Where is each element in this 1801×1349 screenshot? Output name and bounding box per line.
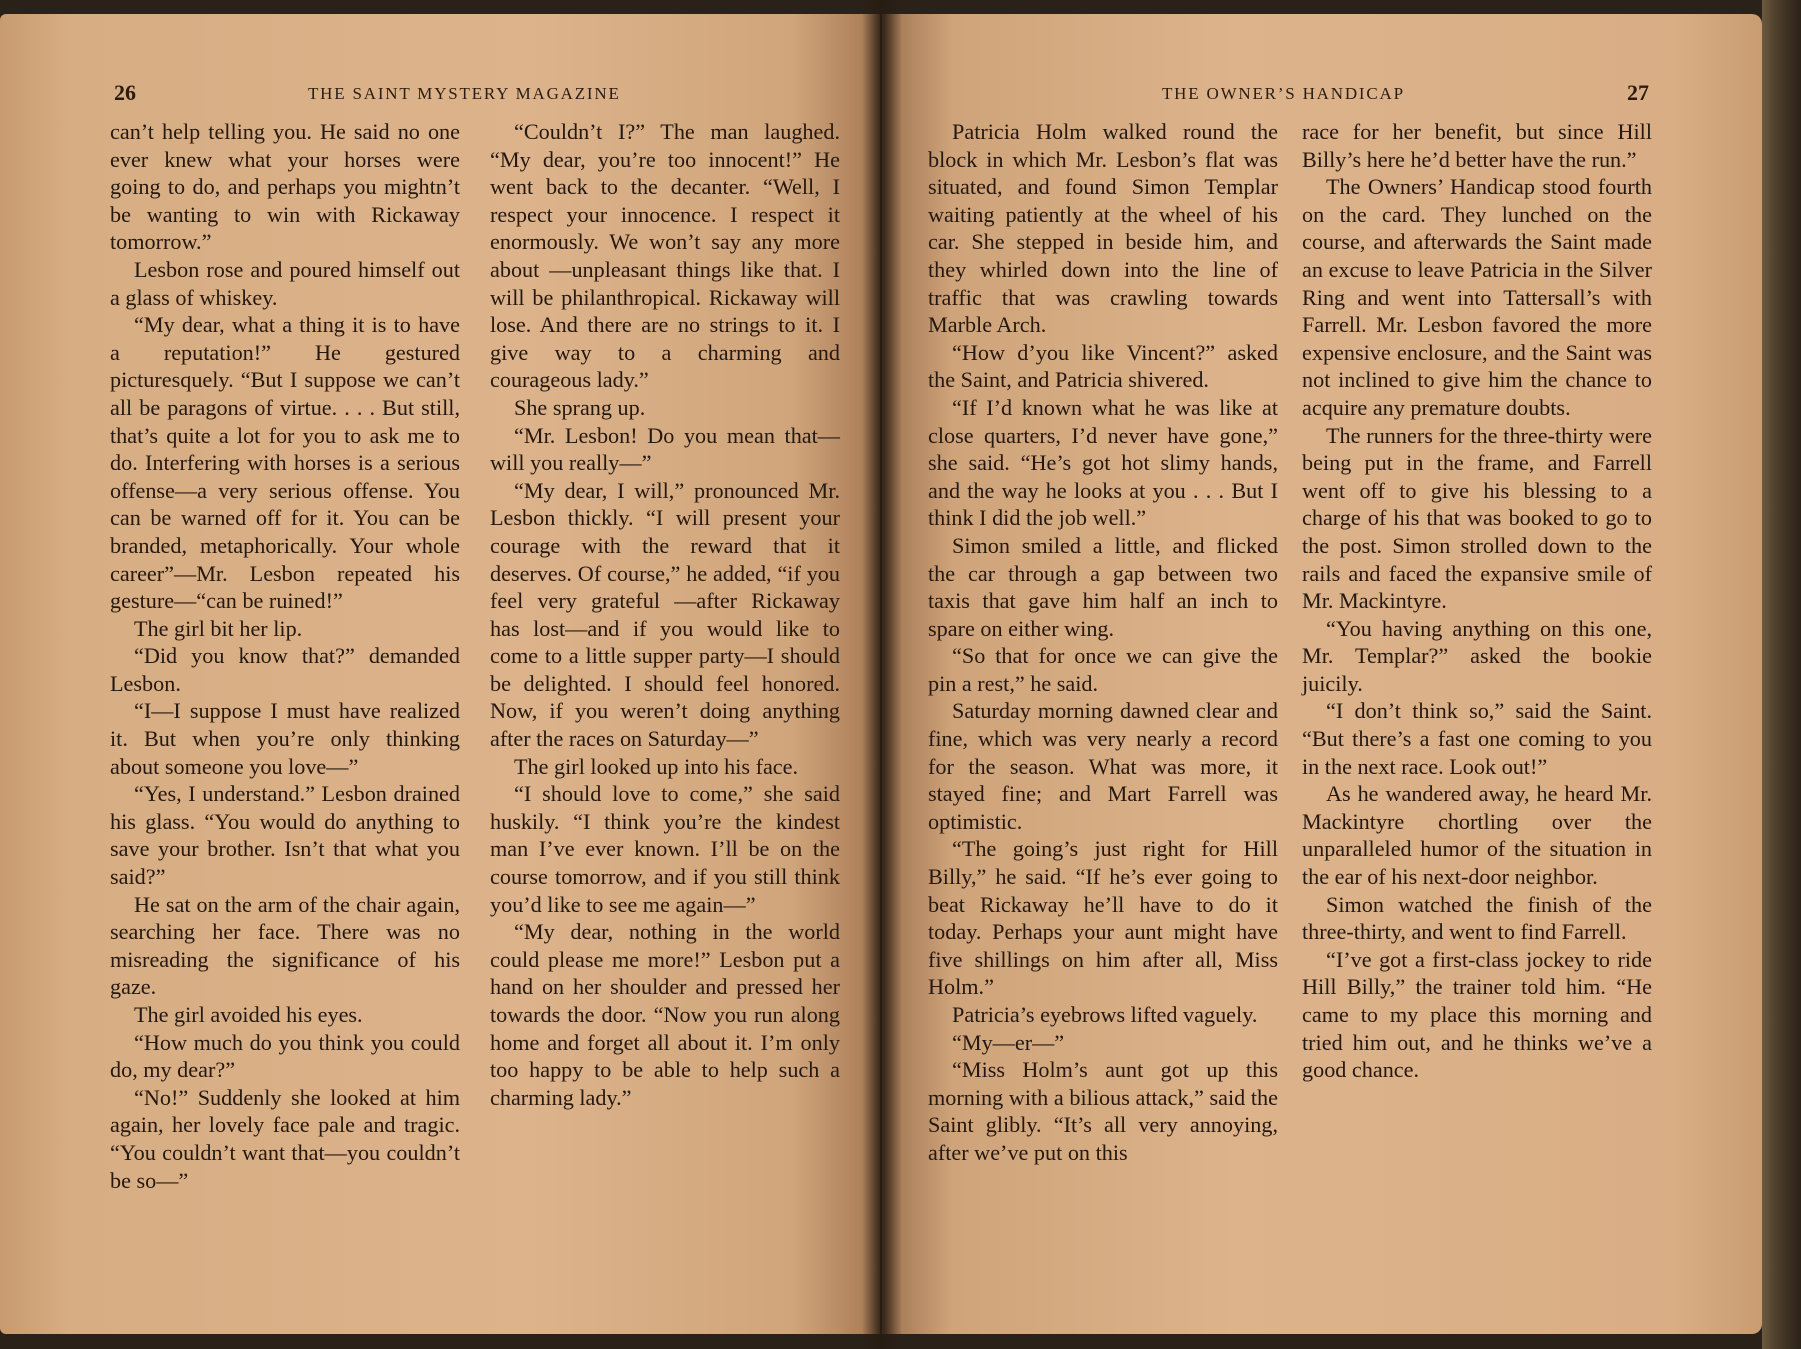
paragraph: The Owners’ Handicap stood fourth on the card. They lunched on the course, and afterwards the Saint made an excuse to leave Patricia in the Silver Ring and went into Tattersall’s with Farrell. Mr. Lesbon favored the more expensive enclosure, and the Saint was not inclined to give him the chance to acquire any premature doubts.	[1302, 174, 1652, 420]
paragraph: “My dear, I will,” pronounced Mr. Lesbon thickly. “I will present your courage with the reward that it deserves. Of course,” he added, “if you feel very grateful —after Rickaway has lost—and if you would like to come to a little supper party—I should be delighted. I should feel honored. Now, if you weren’t doing anything after the races on Saturday—”	[490, 477, 840, 752]
paragraph: “The going’s just right for Hill Billy,” he said. “If he’s ever going to beat Rickaway he’ll have to do it today. Perhaps your aunt might have five shillings on him after all, Miss Holm.”	[928, 836, 1278, 1000]
paragraph: “Couldn’t I?” The man laughed. “My dear, you’re too innocent!” He went back to the decanter. “Well, I respect your innocence. I respect it enormously. We won’t say any more about —unpleasant things like that. I will be philanthropical. Rickaway will lose. And there are no strings to it. I give way to a charming and courageous lady.”	[490, 119, 840, 393]
paragraph: “My dear, nothing in the world could please me more!” Lesbon put a hand on her shoulder and pressed her towards the door. “Now you run along home and forget all about it. I’m only too happy to be able to help such a charming lady.”	[490, 919, 840, 1110]
paragraph: The girl avoided his eyes.	[134, 1002, 363, 1027]
left-page-column-1	[110, 118, 460, 1194]
paragraph: “My dear, what a thing it is to have a reputation!” He gestured picturesquely. “But I suppose we can’t all be paragons of virtue. . . . But still, that’s quite a lot for you to ask me to do. Interfering with horses is a serious offense—a very serious offense. You can be warned off for it. You can be branded, metaphorically. Your whole career”—Mr. Lesbon repeated his gesture—“can be ruined!”	[110, 312, 460, 614]
paragraph: The runners for the three-thirty were being put in the frame, and Farrell went off to give his blessing to a charge of his that was booked to go to the post. Simon strolled down to the rails and faced the expansive smile of Mr. Mackintyre.	[1302, 422, 1652, 614]
page-number-right: 27	[1627, 80, 1649, 105]
paragraph: “How d’you like Vincent?” asked the Saint, and Patricia shivered.	[928, 339, 1278, 393]
paragraph: race for her benefit, but since Hill Billy’s here he’d better have the run.”	[1302, 119, 1652, 172]
paragraph: The girl looked up into his face.	[514, 753, 799, 779]
paragraph: As he wandered away, he heard Mr. Mackintyre chortling over the unparalleled humor of the situation in the ear of his next-door neighbor.	[1302, 781, 1652, 890]
paragraph: “I should love to come,” she said huskily. “I think you’re the kindest man I’ve ever known. I’ll be on the course tomorrow, and if you still think you’d like to see me again—”	[490, 781, 840, 917]
paragraph: Simon watched the finish of the three-thirty, and went to find Farrell.	[1302, 891, 1652, 945]
paragraph: “No!” Suddenly she looked at him again, her lovely face pale and tragic. “You couldn’t want that—you couldn’t be so—”	[110, 1084, 460, 1193]
paragraph: Patricia’s eyebrows lifted vaguely.	[952, 1002, 1258, 1027]
paragraph: The girl bit her lip.	[134, 615, 303, 641]
paragraph: “If I’d known what he was like at close quarters, I’d never have gone,” she said. “He’s got hot slimy hands, and the way he looks at you . . . But I think I did the job well.”	[928, 394, 1278, 531]
paragraph: “Did you know that?” demanded Lesbon.	[110, 643, 460, 696]
paragraph: “I—I suppose I must have realized it. But when you’re only thinking about someone you love—”	[110, 698, 460, 779]
paragraph: Lesbon rose and poured himself out a glass of whiskey.	[110, 256, 460, 310]
paragraph: She sprang up.	[514, 394, 646, 420]
paragraph: Simon smiled a little, and flicked the car through a gap between two taxis that gave him half an inch to spare on either wing.	[928, 532, 1278, 641]
paragraph: “My—er—”	[952, 1029, 1065, 1055]
paragraph: “I don’t think so,” said the Saint. “But there’s a fast one coming to you in the next race. Look out!”	[1302, 698, 1652, 779]
paragraph: “I’ve got a first-class jockey to ride Hill Billy,” the trainer told him. “He came to my place this morning and tried him out, and he thinks we’ve a good chance.	[1302, 946, 1652, 1083]
paragraph: He sat on the arm of the chair again, searching her face. There was no misreading the significance of his gaze.	[110, 891, 460, 1000]
paragraph: Patricia Holm walked round the block in which Mr. Lesbon’s flat was situated, and found Simon Templar waiting patiently at the wheel of his car. She stepped in beside him, and they whirled down into the line of traffic that was crawling towards Marble Arch.	[928, 119, 1278, 338]
right-page	[882, 14, 1762, 1334]
running-head-left: THE SAINT MYSTERY MAGAZINE	[308, 84, 621, 103]
paragraph: “Mr. Lesbon! Do you mean that—will you really—”	[490, 422, 840, 476]
paragraph: “You having anything on this one, Mr. Templar?” asked the bookie juicily.	[1302, 615, 1652, 696]
right-page-column-1	[928, 118, 1278, 1167]
paragraph: can’t help telling you. He said no one ever knew what your horses were going to do, and perhaps you mightn’t be wanting to win with Rickaway tomorrow.”	[110, 119, 460, 255]
paragraph: Saturday morning dawned clear and fine, which was very nearly a record for the season. What was more, it stayed fine; and Mart Farrell was optimistic.	[928, 698, 1278, 834]
paragraph: “How much do you think you could do, my dear?”	[110, 1029, 460, 1083]
paragraph: “Yes, I understand.” Lesbon drained his glass. “You would do anything to save your brother. Isn’t that what you said?”	[110, 781, 460, 890]
page-number-left: 26	[114, 80, 136, 105]
running-head-right: THE OWNER’S HANDICAP	[1162, 84, 1405, 103]
left-page-column-2	[490, 118, 840, 1111]
paragraph: “Miss Holm’s aunt got up this morning with a bilious attack,” said the Saint glibly. “It’s all very annoying, after we’ve put on this	[928, 1057, 1278, 1165]
left-page	[0, 14, 880, 1334]
right-page-column-2	[1302, 118, 1652, 1084]
paragraph: “So that for once we can give the pin a rest,” he said.	[928, 643, 1278, 696]
page-edges	[1762, 0, 1801, 1349]
